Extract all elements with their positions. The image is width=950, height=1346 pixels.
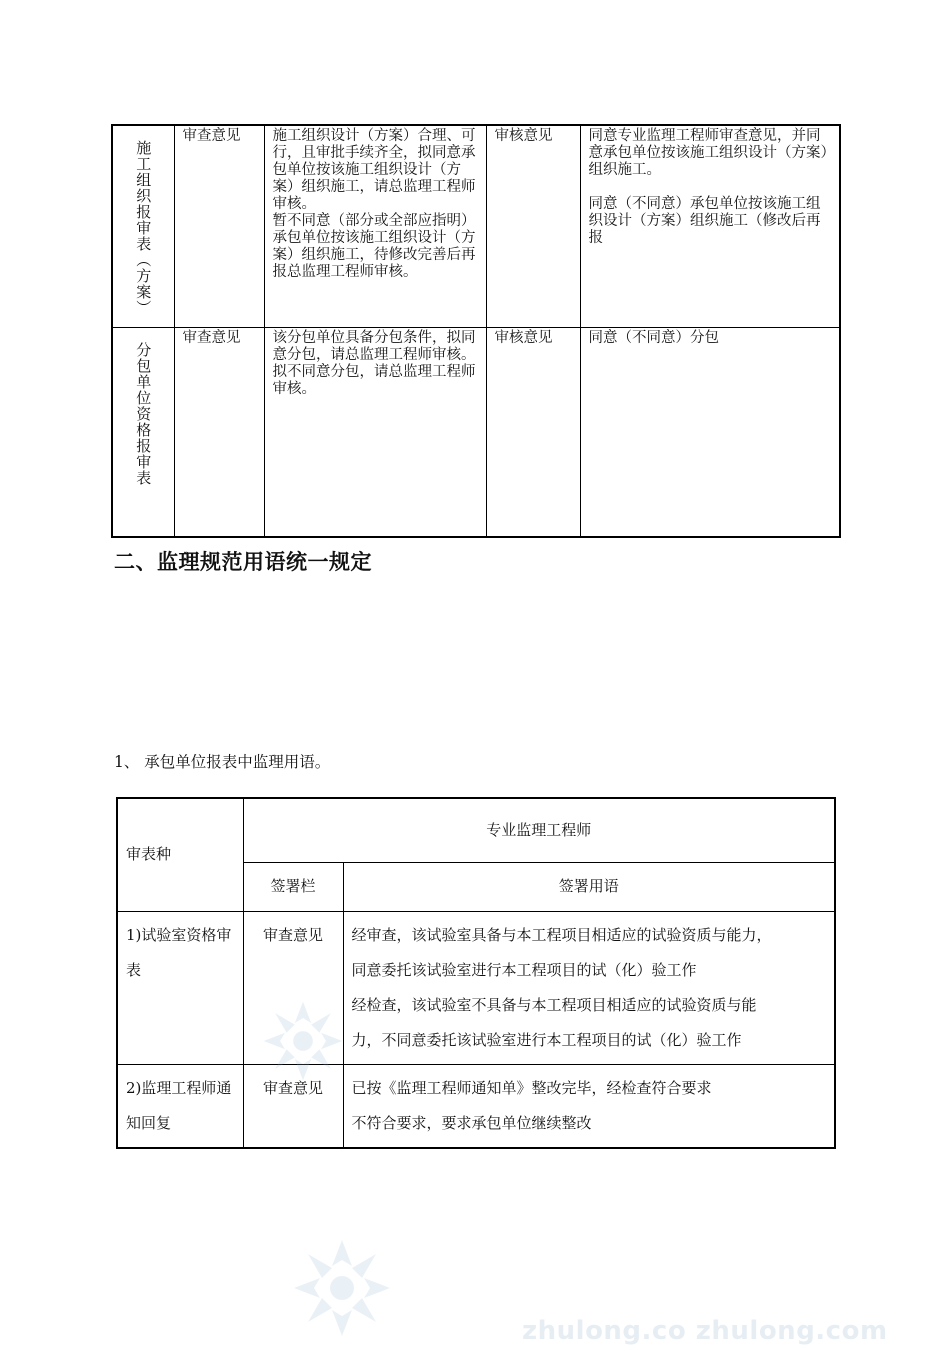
table-row: [112, 125, 840, 327]
sign-words-line: 经检查，该试验室不具备与本工程项目相适应的试验资质与能: [351, 995, 757, 1014]
audit-text: 同意专业监理工程师审查意见，并同意承包单位按该施工组织设计（方案）组织施工。 同意（不同意）承包单位按该施工组织设计（方案）组织施工（修改后再报: [580, 125, 840, 327]
review-table: [111, 124, 841, 538]
sign-words-line: 经审查，该试验室具备与本工程项目相适应的试验资质与能力，: [351, 925, 772, 944]
terms-table: [116, 797, 836, 1149]
sign-words-line: 同意委托该试验室进行本工程项目的试（化）验工作: [351, 960, 697, 979]
review-label: 审查意见: [174, 327, 264, 537]
table-row: [117, 911, 835, 1064]
table-row: [112, 327, 840, 537]
review-label: 审查意见: [174, 125, 264, 327]
header-row: [117, 798, 835, 862]
watermark-logo-icon: [292, 1238, 392, 1338]
table-row: [117, 1064, 835, 1148]
header-sign-words: 签署用语: [343, 862, 835, 911]
row-side-label: 施工组织报审表（方案）: [112, 125, 174, 327]
header-engineer: 专业监理工程师: [243, 798, 835, 862]
form-type-cell: 2)监理工程师通知回复: [117, 1064, 243, 1148]
header-type: 审表种: [117, 798, 243, 911]
section-heading: 二、监理规范用语统一规定: [114, 550, 372, 574]
subsection-title: 1、 承包单位报表中监理用语。: [114, 753, 331, 771]
sign-words-line: 力，不同意委托该试验室进行本工程项目的试（化）验工作: [351, 1030, 742, 1049]
audit-label: 审核意见: [486, 327, 580, 537]
header-sign-field: 签署栏: [243, 862, 343, 911]
form-type-cell: 1)试验室资格审表: [117, 911, 243, 1064]
review-text: 该分包单位具备分包条件，拟同意分包，请总监理工程师审核。 拟不同意分包，请总监理工程师审核。: [264, 327, 486, 537]
sign-words-cell: [343, 1064, 835, 1148]
sign-field-cell: 审查意见: [243, 1064, 343, 1148]
sign-words-line: 不符合要求，要求承包单位继续整改: [351, 1113, 592, 1132]
watermark-logo-icon: [262, 1000, 344, 1082]
sign-words-line: 已按《监理工程师通知单》整改完毕，经检查符合要求: [351, 1078, 712, 1097]
audit-text: 同意（不同意）分包: [580, 327, 840, 537]
review-text: 施工组织设计（方案）合理、可行，且审批手续齐全，拟同意承包单位按该施工组织设计（方案）组织施工，请总监理工程师审核。 暂不同意（部分或全部应指明）承包单位按该施工组织设计（方案）组织施工，待修改完善后再报总监理工程师审核。: [264, 125, 486, 327]
sign-field-cell: 审查意见: [243, 911, 343, 1064]
audit-label: 审核意见: [486, 125, 580, 327]
watermark-text: zhulong.co zhulong.com: [522, 1316, 888, 1346]
row-side-label: 分包单位资格报审表: [112, 327, 174, 537]
sign-words-cell: [343, 911, 835, 1064]
